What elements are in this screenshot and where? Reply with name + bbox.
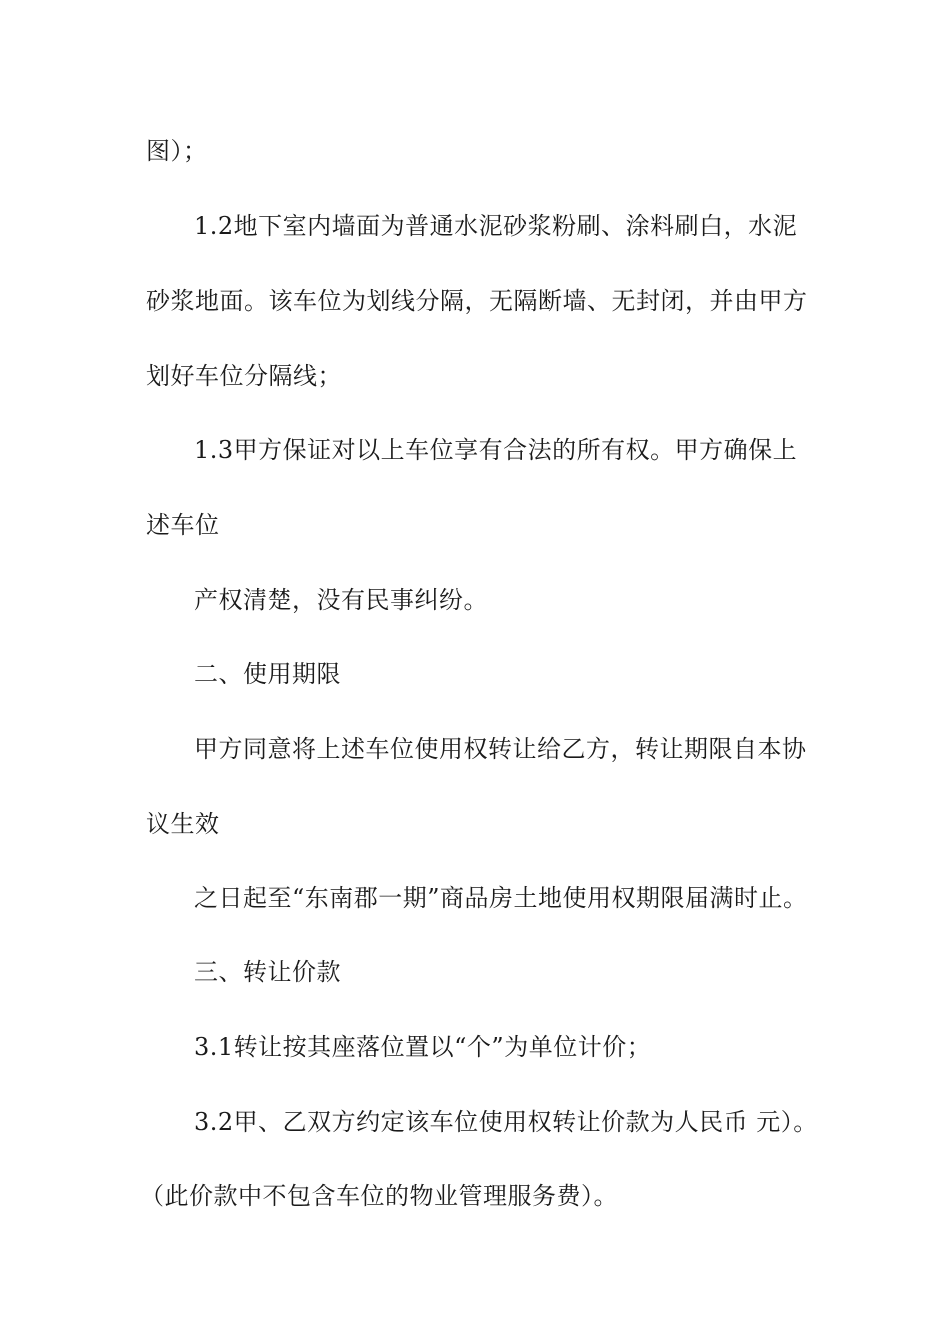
text-line-9: 甲方同意将上述车位使用权转让给乙方，转让期限自本协 bbox=[194, 735, 807, 763]
text-line-11: 之日起至“东南郡一期”商品房土地使用权期限届满时止。 bbox=[194, 884, 808, 912]
section-heading-3: 三、转让价款 bbox=[194, 958, 341, 986]
text-line-2: 1.2地下室内墙面为普通水泥砂浆粉刷、涂料刷白，水泥 bbox=[194, 212, 798, 240]
text-line-14: 3.2甲、乙双方约定该车位使用权转让价款为人民币 元）。 bbox=[194, 1108, 818, 1136]
text-line-1: 图）； bbox=[146, 137, 208, 165]
text-line-7: 产权清楚，没有民事纠纷。 bbox=[194, 586, 488, 614]
text-line-4: 划好车位分隔线； bbox=[146, 362, 342, 390]
text-line-3: 砂浆地面。该车位为划线分隔，无隔断墙、无封闭，并由甲方 bbox=[146, 287, 808, 315]
text-line-5: 1.3甲方保证对以上车位享有合法的所有权。甲方确保上 bbox=[194, 436, 798, 464]
text-line-6: 述车位 bbox=[146, 511, 220, 539]
text-line-13: 3.1转让按其座落位置以“个”为单位计价； bbox=[194, 1033, 652, 1061]
text-line-10: 议生效 bbox=[146, 810, 220, 838]
section-heading-2: 二、使用期限 bbox=[194, 660, 341, 688]
text-line-15: （此价款中不包含车位的物业管理服务费）。 bbox=[140, 1182, 618, 1210]
